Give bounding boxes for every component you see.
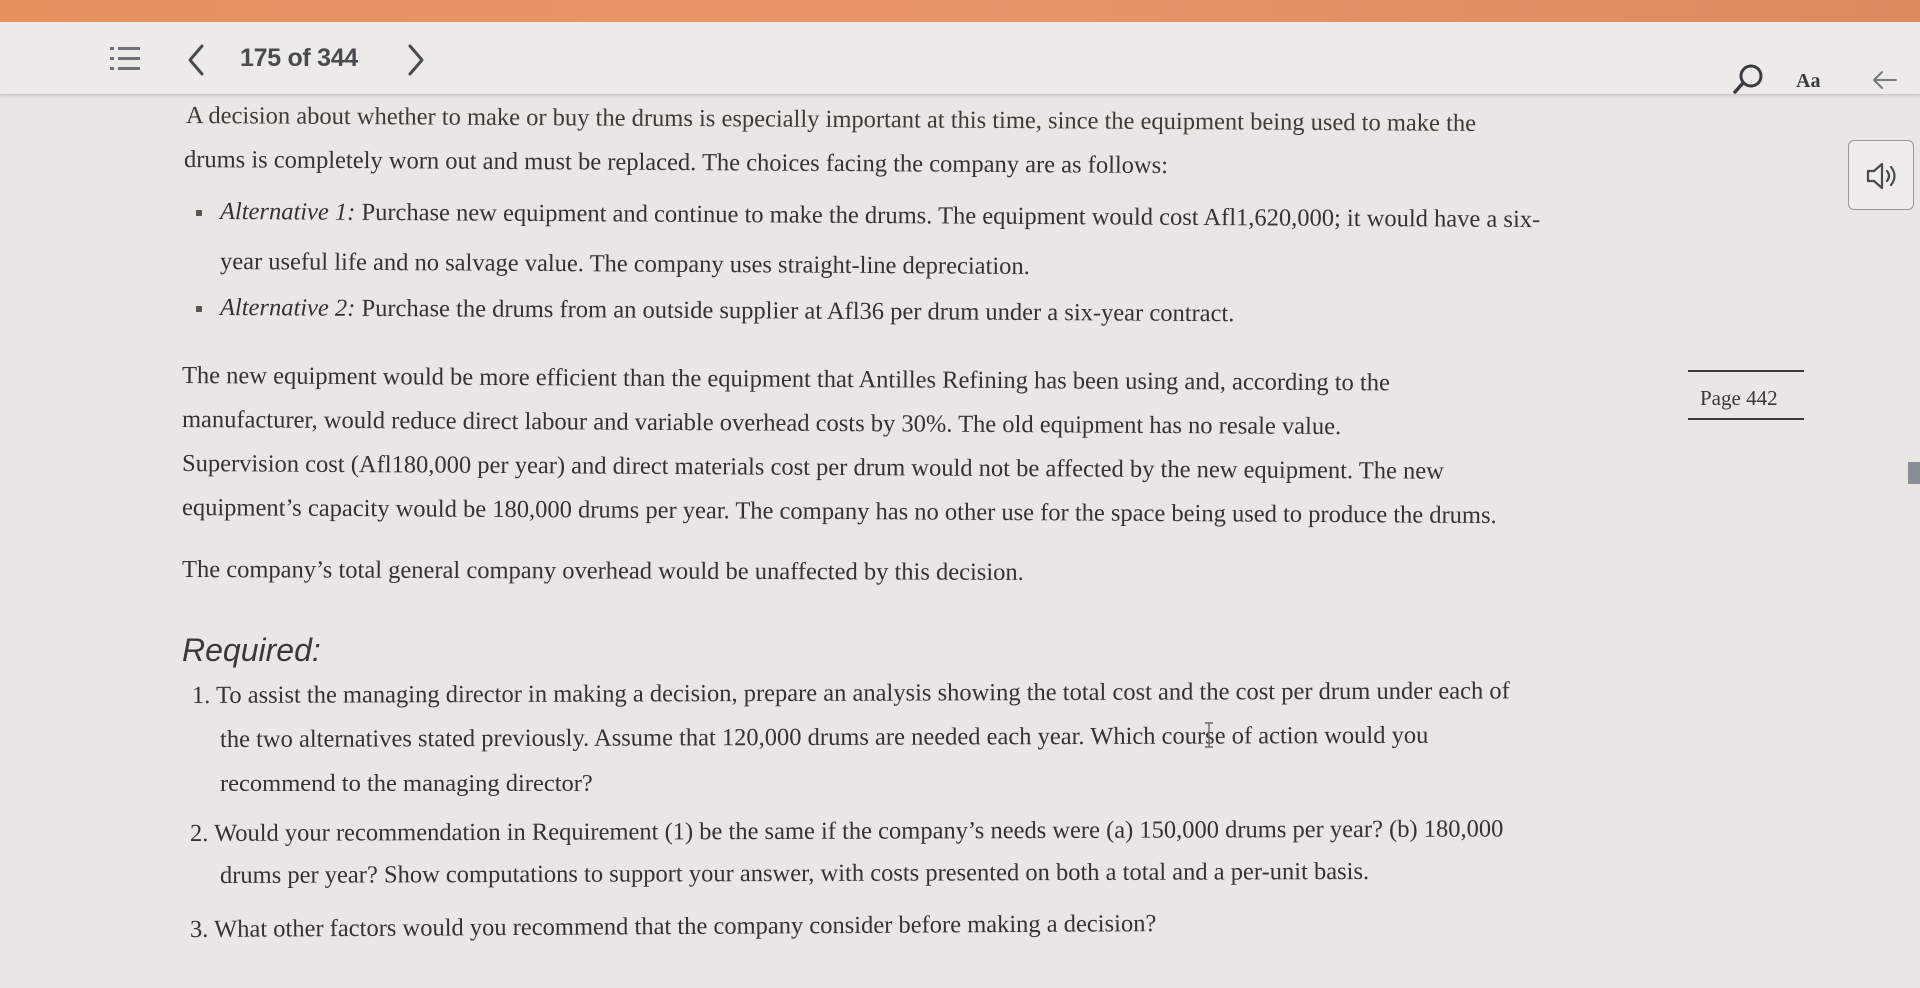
intro-line-2: drums is completely worn out and must be replaced. The choices facing the company are as follows: bbox=[183, 146, 1169, 180]
alternative-1-line-2: year useful life and no salvage value. The company uses straight-line depreciation. bbox=[219, 248, 1030, 280]
text-cursor-icon bbox=[1204, 722, 1214, 748]
bullet-marker bbox=[196, 306, 202, 312]
requirement-3-line-1: 3. What other factors would you recommend that the company consider before making a decision? bbox=[189, 910, 1157, 943]
back-arrow-icon bbox=[1870, 68, 1900, 92]
alternative-2-text: Purchase the drums from an outside supplier at Afl36 per drum under a six-year contract. bbox=[361, 294, 1235, 328]
paragraph-2-line-2: manufacturer, would reduce direct labour and variable overhead costs by 30%. The old equipment has no resale value. bbox=[181, 406, 1342, 441]
chevron-left-icon bbox=[182, 42, 212, 78]
paragraph-2-line-3: Supervision cost (Afl180,000 per year) and direct materials cost per drum would not be affected by the new equipment. The new bbox=[181, 450, 1444, 485]
list-icon bbox=[108, 44, 144, 74]
chevron-right-icon bbox=[400, 42, 430, 78]
alternative-1-line-1 bbox=[220, 200, 1540, 233]
previous-page-button[interactable] bbox=[182, 42, 212, 78]
table-of-contents-button[interactable] bbox=[108, 44, 144, 74]
intro-line-1: A decision about whether to make or buy the drums is especially important at this time, since the equipment being used to make the bbox=[185, 102, 1477, 137]
bullet-marker bbox=[196, 210, 202, 216]
alternative-2-line bbox=[220, 296, 1235, 327]
back-button[interactable] bbox=[1870, 68, 1900, 92]
page-number-marker bbox=[1688, 370, 1804, 420]
required-heading: Required: bbox=[182, 632, 321, 668]
speaker-icon bbox=[1865, 161, 1899, 191]
reader-toolbar bbox=[0, 22, 1920, 95]
requirement-1-line-1: 1. To assist the managing director in making a decision, prepare an analysis showing the total cost and the cost per drum under each of bbox=[191, 677, 1510, 709]
read-aloud-button[interactable] bbox=[1848, 140, 1914, 210]
search-button[interactable] bbox=[1730, 62, 1766, 98]
paragraph-2-line-4: equipment’s capacity would be 180,000 drums per year. The company has no other use for the space being used to produce the drums. bbox=[181, 494, 1497, 530]
requirement-2-line-1: 2. Would your recommendation in Requirement (1) be the same if the company’s needs were (a) 150,000 drums per year? (b) 180,000 bbox=[189, 815, 1504, 847]
alternative-1-label: Alternative 1: bbox=[219, 198, 356, 226]
font-settings-button[interactable]: Aa bbox=[1796, 70, 1821, 92]
requirement-2-line-2: drums per year? Show computations to support your answer, with costs presented on both a total and a per-unit basis. bbox=[219, 857, 1370, 889]
search-icon bbox=[1730, 62, 1766, 98]
paragraph-3: The company’s total general company overhead would be unaffected by this decision. bbox=[181, 556, 1024, 586]
alternative-2-label: Alternative 2: bbox=[219, 294, 356, 322]
paragraph-2-line-1: The new equipment would be more efficient than the equipment that Antilles Refining has been using and, according to the bbox=[181, 362, 1390, 397]
page-counter: 175 of 344 bbox=[240, 44, 358, 72]
scroll-position-marker bbox=[1908, 462, 1920, 484]
alternative-1-text: Purchase new equipment and continue to make the drums. The equipment would cost Afl1,620,000; it would have a six- bbox=[361, 198, 1541, 234]
requirement-1-line-2: the two alternatives stated previously. Assume that 120,000 drums are needed each year. Which course of action would you bbox=[219, 721, 1429, 753]
page-number-label: Page 442 bbox=[1700, 386, 1778, 410]
requirement-1-line-3: recommend to the managing director? bbox=[220, 770, 593, 797]
next-page-button[interactable] bbox=[400, 42, 430, 78]
